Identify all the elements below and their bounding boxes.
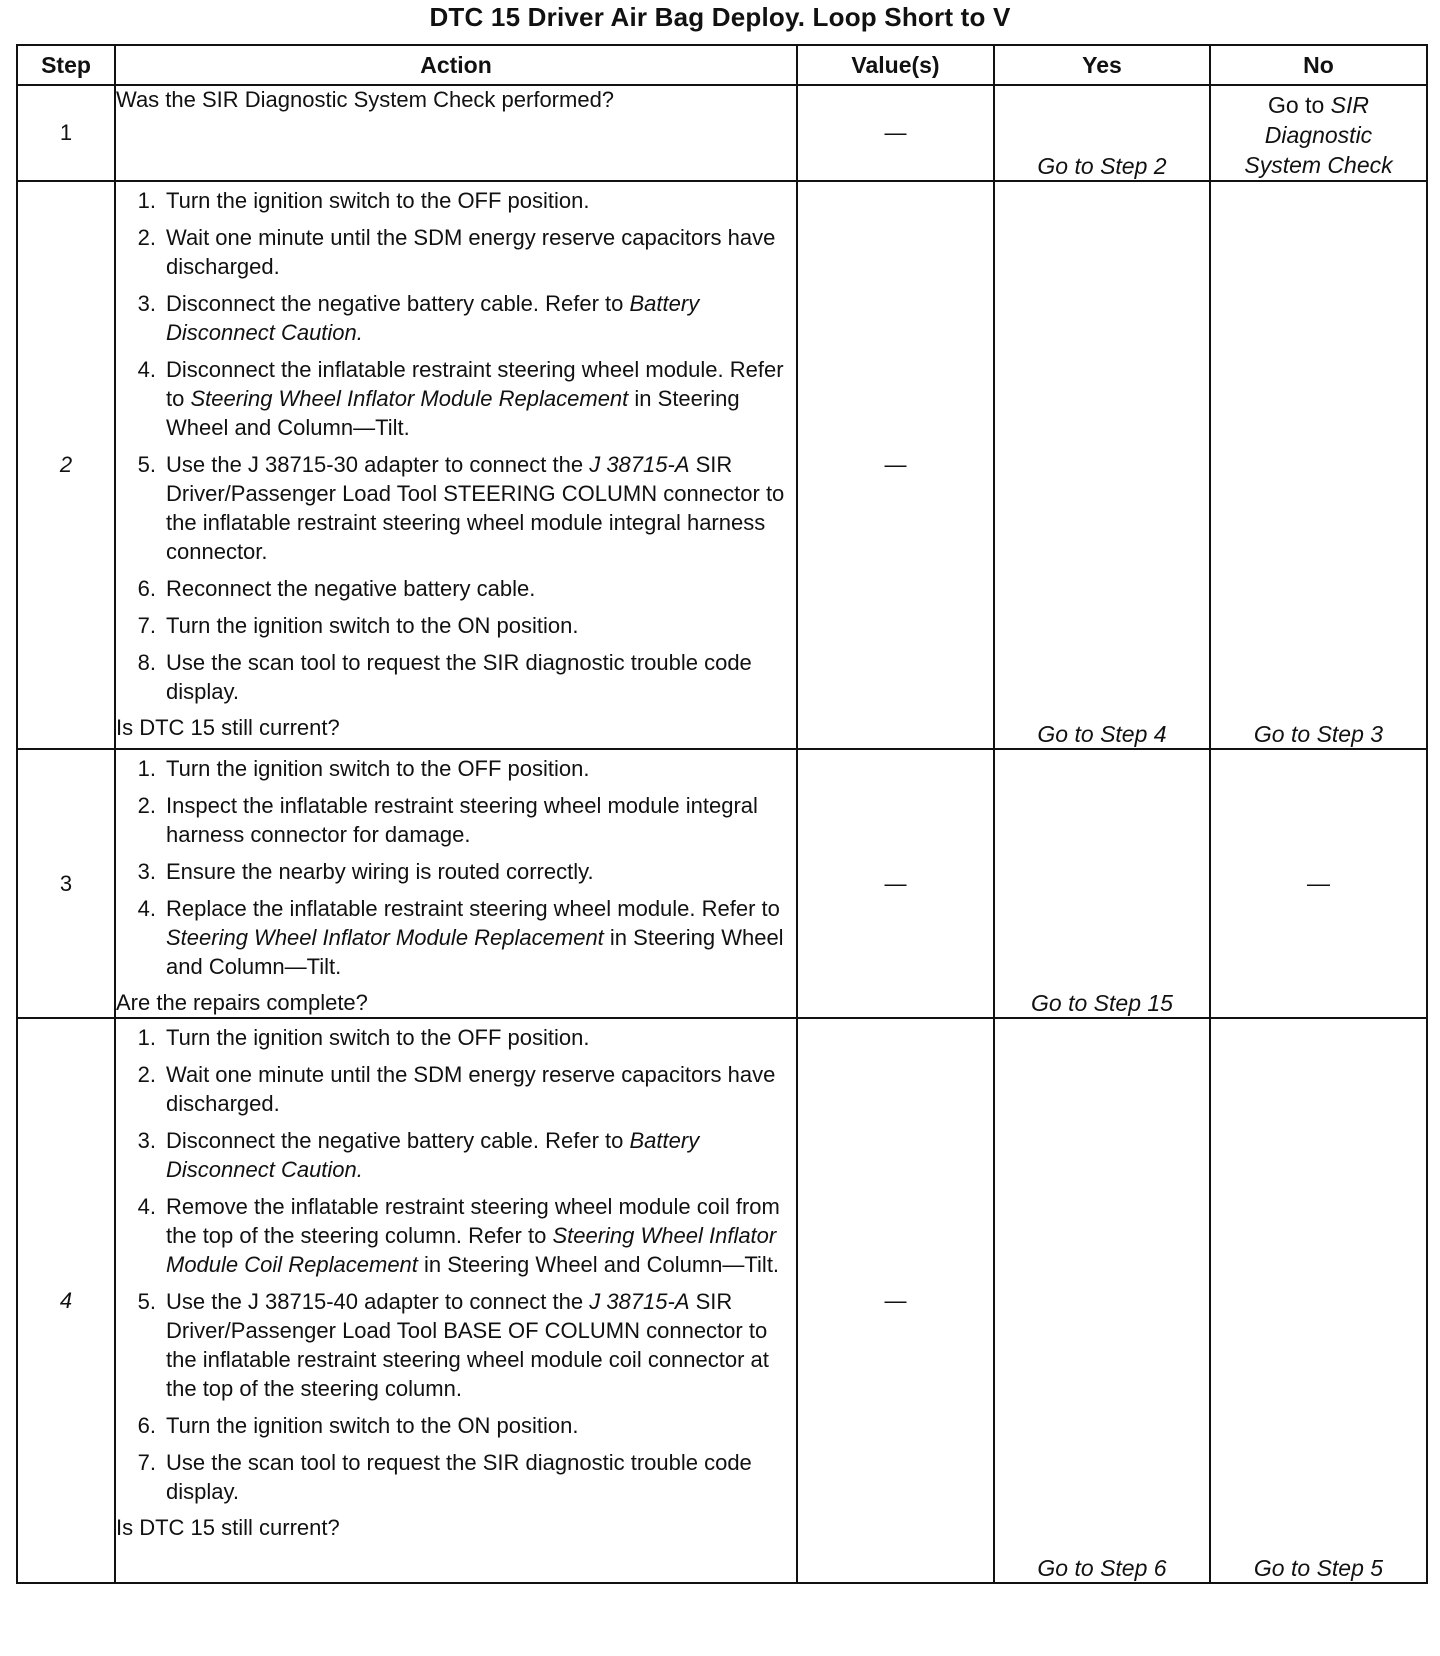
no-link-part-2: Diagnostic — [1264, 122, 1373, 148]
no-cell: Go to Step 3 — [1210, 181, 1427, 749]
value-cell: — — [797, 181, 994, 749]
value-cell: — — [797, 1018, 994, 1583]
table-row-step-2 — [17, 181, 1427, 749]
list-item: 3. Disconnect the negative battery cable. Refer to Battery Disconnect Caution. — [137, 291, 700, 345]
question-text: Is DTC 15 still current? — [116, 1515, 340, 1540]
header-no: No — [1210, 45, 1427, 85]
header-step: Step — [17, 45, 115, 85]
list-item: 7. Turn the ignition switch to the ON position. — [137, 613, 579, 638]
list-item: 4. Disconnect the inflatable restraint steering wheel module. Refer to Steering Wheel Inflator Module Replacement in Steering Wheel and Column—Tilt. — [137, 357, 784, 440]
header-yes: Yes — [994, 45, 1210, 85]
reference-link: Battery Disconnect Caution. — [166, 291, 700, 345]
yes-cell: Go to Step 15 — [994, 749, 1210, 1018]
no-link-part-3: System Check — [1244, 152, 1393, 178]
reference-link: Steering Wheel Inflator Module Replacement — [166, 925, 604, 950]
yes-cell: Go to Step 6 — [994, 1018, 1210, 1583]
list-item: 6. Turn the ignition switch to the ON position. — [137, 1413, 579, 1438]
list-item: 4. Replace the inflatable restraint steering wheel module. Refer to Steering Wheel Inflator Module Replacement in Steering Wheel and Column—Tilt. — [137, 896, 784, 979]
step-number: 3 — [17, 749, 115, 1018]
header-row — [17, 45, 1427, 85]
header-values: Value(s) — [797, 45, 994, 85]
value-cell: — — [797, 85, 994, 181]
action-list — [116, 1023, 796, 1506]
list-item: 4. Remove the inflatable restraint steering wheel module coil from the top of the steering column. Refer to Steering Wheel Inflator Module Coil Replacement in Steering Wheel and Column—Tilt. — [137, 1194, 780, 1277]
action-list — [116, 754, 796, 981]
question-text: Is DTC 15 still current? — [116, 715, 340, 740]
no-cell: — — [1210, 749, 1427, 1018]
diagnostic-table — [16, 44, 1428, 1584]
list-item: 3. Ensure the nearby wiring is routed correctly. — [137, 859, 594, 884]
question-text: Are the repairs complete? — [116, 990, 368, 1015]
value-cell: — — [797, 749, 994, 1018]
step-number: 1 — [17, 85, 115, 181]
list-item: 1. Turn the ignition switch to the OFF position. — [137, 188, 590, 213]
tool-reference: J 38715-A — [589, 1289, 690, 1314]
reference-link: Steering Wheel Inflator Module Replacement — [190, 386, 629, 411]
action-cell — [115, 85, 797, 181]
no-prefix: Go to — [1268, 92, 1325, 118]
action-cell — [115, 749, 797, 1018]
yes-cell: Go to Step 4 — [994, 181, 1210, 749]
step-number: 4 — [17, 1018, 115, 1583]
list-item: 2. Wait one minute until the SDM energy reserve capacitors have discharged. — [137, 225, 776, 279]
reference-link: Steering Wheel Inflator Module Coil Replacement — [166, 1223, 777, 1277]
no-cell — [1210, 85, 1427, 181]
list-item: 2. Inspect the inflatable restraint steering wheel module integral harness connector for damage. — [137, 793, 758, 847]
question-text: Was the SIR Diagnostic System Check performed? — [116, 87, 615, 112]
list-item: 6. Reconnect the negative battery cable. — [137, 576, 536, 601]
step-number: 2 — [17, 181, 115, 749]
table-row-step-4 — [17, 1018, 1427, 1583]
list-item: 3. Disconnect the negative battery cable. Refer to Battery Disconnect Caution. — [137, 1128, 700, 1182]
list-item: 1. Turn the ignition switch to the OFF position. — [137, 1025, 590, 1050]
action-cell — [115, 1018, 797, 1583]
list-item: 2. Wait one minute until the SDM energy reserve capacitors have discharged. — [137, 1062, 776, 1116]
list-item: 5. Use the J 38715-30 adapter to connect the J 38715-A SIR Driver/Passenger Load Tool STEERING COLUMN connector to the inflatable restraint steering wheel module integral harness connector. — [137, 452, 785, 564]
no-link-part-1: SIR — [1330, 92, 1369, 118]
header-action: Action — [115, 45, 797, 85]
action-list — [116, 186, 796, 706]
no-cell: Go to Step 5 — [1210, 1018, 1427, 1583]
list-item: 1. Turn the ignition switch to the OFF position. — [137, 756, 590, 781]
reference-link: Battery Disconnect Caution. — [166, 1128, 700, 1182]
table-row-step-1 — [17, 85, 1427, 181]
table-row-step-3 — [17, 749, 1427, 1018]
yes-cell: Go to Step 2 — [994, 85, 1210, 181]
tool-reference: J 38715-A — [589, 452, 690, 477]
list-item: 5. Use the J 38715-40 adapter to connect the J 38715-A SIR Driver/Passenger Load Tool BASE OF COLUMN connector to the inflatable restraint steering wheel module coil connector at the top of the steering column. — [137, 1289, 769, 1401]
list-item: 7. Use the scan tool to request the SIR diagnostic trouble code display. — [137, 1450, 752, 1504]
document-title: DTC 15 Driver Air Bag Deploy. Loop Short to V — [429, 2, 1011, 32]
action-cell — [115, 181, 797, 749]
list-item: 8. Use the scan tool to request the SIR diagnostic trouble code display. — [137, 650, 752, 704]
